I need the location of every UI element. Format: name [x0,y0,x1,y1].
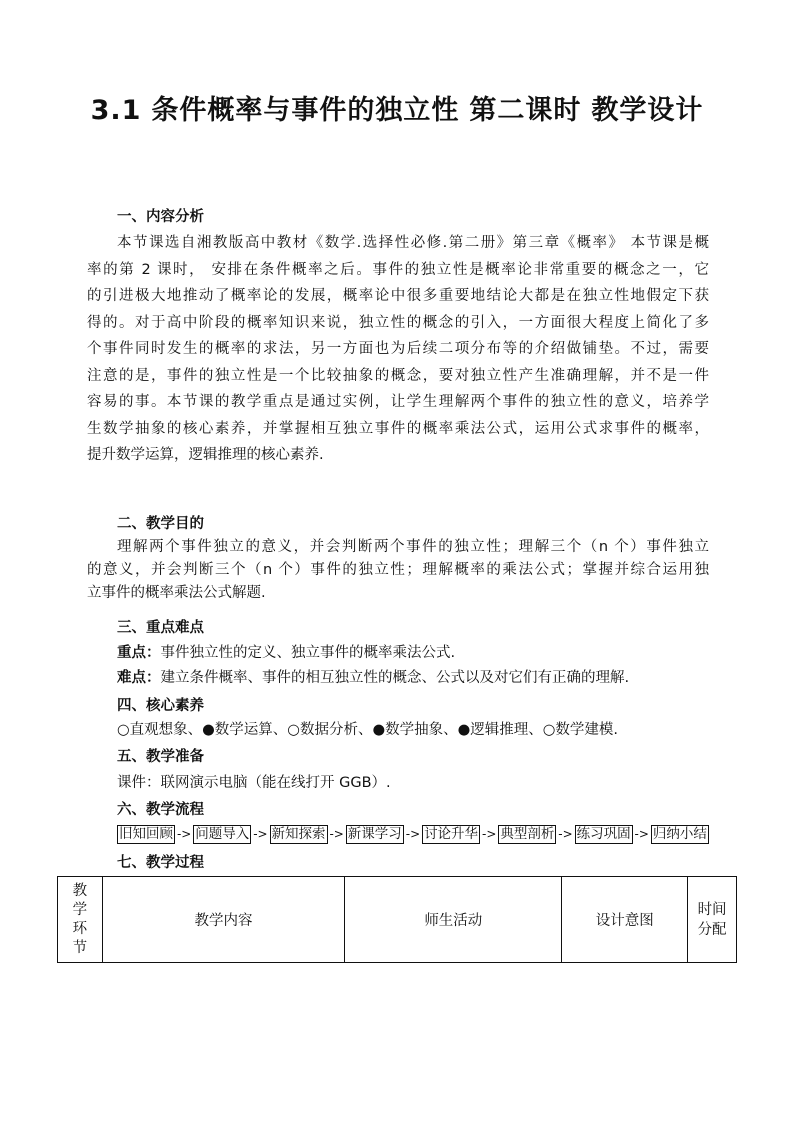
paragraph-line: 的引进极大地推动了概率论的发展，概率论中很多重要地结论大都是在独立性地假定下获 [87,288,709,304]
header-cell-intent: 设计意图 [562,877,688,963]
teaching-flow [117,824,709,844]
flow-arrow: -> [558,827,573,841]
section-heading-core-literacy: 四、核心素养 [117,698,204,714]
flow-step: 归纳小结 [652,825,707,842]
flow-arrow: -> [405,827,421,841]
flow-step: 讨论升华 [424,825,479,842]
paragraph-line: 本节课选自湘教版高中教材《数学.选择性必修.第二册》第三章《概率》 本节课是概 [117,235,709,251]
header-cell-stage: 教学环节 [58,877,103,963]
flow-arrow: -> [329,827,344,841]
section-heading-key-difficult: 三、重点难点 [117,620,204,636]
paragraph-line: 容易的事。本节课的教学重点是通过实例，让学生理解两个事件的独立性的意义，培养学 [87,394,709,410]
difficult-point-text: 建立条件概率、事件的相互独立性的概念、公式以及对它们有正确的理解. [160,670,630,686]
paragraph-line: 的意义，并会判断三个（n 个）事件的独立性；理解概率的乘法公式；掌握并综合运用独 [87,562,709,578]
section-heading-content-analysis: 一、内容分析 [117,209,204,225]
paragraph-line: 率的第 2 课时， 安排在条件概率之后。事件的独立性是概率论非常重要的概念之一，它 [87,261,709,278]
header-cell-time: 时间分配 [688,877,737,963]
section-heading-teaching-flow: 六、教学流程 [117,802,204,818]
section-heading-teaching-goals: 二、教学目的 [117,516,204,532]
title-suffix: 教学设计 [591,95,704,126]
preparation-text: 课件：联网演示电脑（能在线打开 GGB）. [117,775,391,791]
header-cell-content: 教学内容 [102,877,345,963]
section-heading-teaching-process: 七、教学过程 [117,855,204,871]
title-lesson: 第二课时 [469,95,582,126]
content-analysis-paragraph [87,230,709,469]
key-point-label: 重点： [117,645,161,661]
flow-step: 问题导入 [195,825,250,842]
title-topic: 条件概率与事件的独立性 [151,95,460,126]
teaching-goals-paragraph [87,536,709,605]
key-point-text: 事件独立性的定义、独立事件的概率乘法公式. [160,645,456,661]
key-point-line [117,641,455,662]
paragraph-line: 生数学抽象的核心素养，并掌握相互独立事件的概率乘法公式，运用公式求事件的概率， [87,420,709,437]
table-header-row [58,877,737,963]
section-heading-preparation: 五、教学准备 [117,749,204,765]
paragraph-line: 个事件同时发生的概率的求法，另一方面也为后续二项分布等的介绍做铺垫。不过，需要 [87,341,709,357]
title-number: 3.1 [90,95,142,126]
flow-step: 旧知回顾 [119,825,173,842]
header-cell-activity: 师生活动 [345,877,562,963]
difficult-point-label: 难点： [117,670,161,686]
paragraph-line: 立事件的概率乘法公式解题. [87,585,266,601]
flow-arrow: -> [253,827,268,841]
difficult-point-line [117,666,629,687]
flow-arrow: -> [634,827,649,841]
paragraph-line: 提升数学运算，逻辑推理的核心素养. [87,447,324,463]
core-literacy-text: ○直观想象、●数学运算、○数据分析、●数学抽象、●逻辑推理、○数学建模. [117,722,619,738]
paragraph-line: 理解两个事件独立的意义，并会判断两个事件的独立性；理解三个（n 个）事件独立 [117,539,709,555]
flow-step: 典型剖析 [500,825,555,842]
document-title [0,88,794,127]
paragraph-line: 注意的是，事件的独立性是一个比较抽象的概念，要对独立性产生准确理解，并不是一件 [87,367,709,384]
flow-step: 新知探索 [271,825,326,842]
flow-arrow: -> [482,827,497,841]
paragraph-line: 得的。对于高中阶段的概率知识来说，独立性的概念的引入，一方面很大程度上简化了多 [87,314,709,331]
flow-arrow: -> [176,827,192,841]
teaching-process-table [57,876,737,963]
flow-step: 练习巩固 [576,825,631,842]
flow-step: 新课学习 [347,825,402,842]
